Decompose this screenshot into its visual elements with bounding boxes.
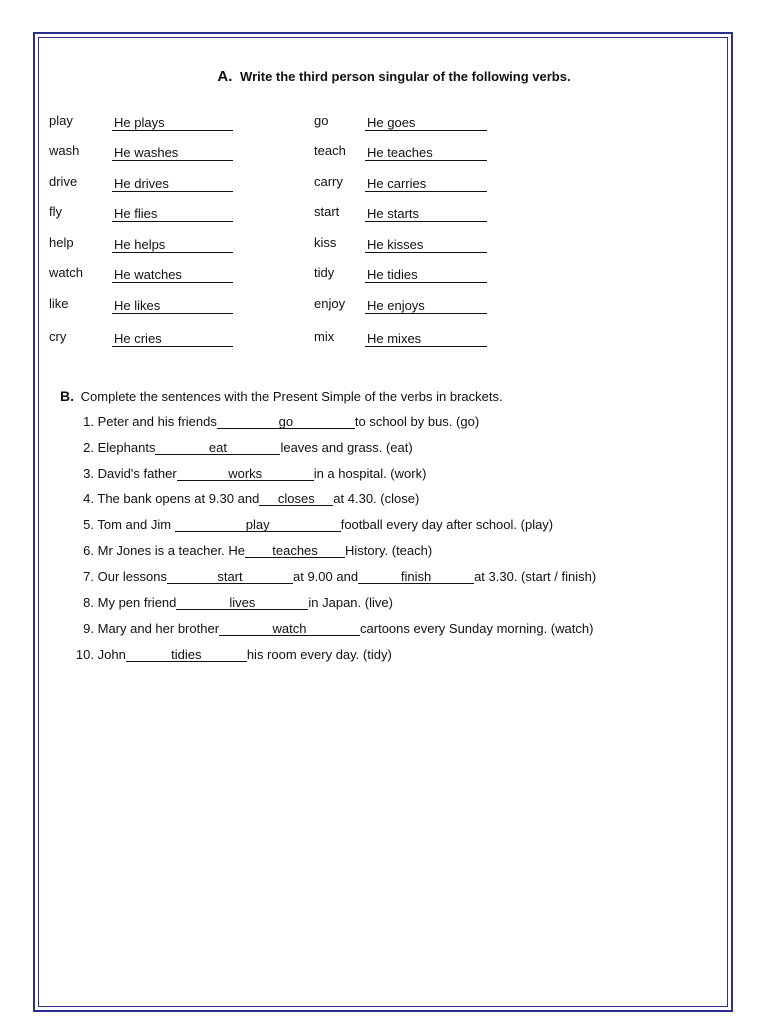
sentence-item [70,542,432,560]
verb-row [49,235,239,255]
verb-word: teach [314,143,346,158]
verb-word: watch [49,265,83,280]
section-b-letter: B. [60,388,74,404]
sentence-number: 8. [83,595,94,610]
verb-word: tidy [314,265,335,280]
sentence-text-mid: at 9.00 and [293,569,359,584]
verb-row [314,143,494,163]
section-a-letter: A. [217,68,233,85]
sentence-text-after: in a hospital. (work) [313,466,427,481]
sentence-item [70,594,393,612]
verb-row [49,174,239,194]
verb-row [314,329,494,349]
answer-blank: go [217,414,355,429]
verb-row [314,235,494,255]
section-a-title [0,68,768,85]
sentence-text-after: at 4.30. (close) [333,491,420,506]
sentence-text-before: Mr Jones is a teacher. He [97,543,246,558]
sentence-item [70,646,392,664]
verb-word: start [314,204,340,219]
verb-word: go [314,113,329,128]
verb-answer: He carries [365,176,487,192]
verb-answer: He teaches [365,145,487,161]
verb-answer: He helps [112,237,233,253]
sentence-text-after: leaves and grass. (eat) [280,440,413,455]
verb-word: help [49,235,74,250]
sentence-item [70,620,593,638]
verb-word: cry [49,329,67,344]
sentence-text-before: Tom and Jim [97,517,175,532]
answer-blank: eat [155,440,280,455]
sentence-text-before: Our lessons [97,569,167,584]
verb-answer: He mixes [365,331,487,347]
verb-answer: He enjoys [365,298,487,314]
verb-answer: He starts [365,206,487,222]
sentence-number: 5. [83,517,94,532]
verb-row [49,329,239,349]
sentence-text-after: History. (teach) [345,543,433,558]
sentence-text-before: David's father [97,466,177,481]
answer-blank: closes [259,491,333,506]
verb-row [314,174,494,194]
sentence-text-before: My pen friend [97,595,177,610]
answer-blank: teaches [245,543,345,558]
sentence-text-before: John [97,647,126,662]
verb-answer: He likes [112,298,233,314]
verb-answer: He watches [112,267,233,283]
verb-row [49,113,239,133]
sentence-number: 6. [83,543,94,558]
sentence-text-after: in Japan. (live) [308,595,393,610]
verb-word: mix [314,329,335,344]
verb-row [49,204,239,224]
sentence-text-before: Elephants [97,440,156,455]
verb-word: carry [314,174,343,189]
sentence-number: 10. [75,647,94,662]
answer-blank: works [177,466,314,481]
verb-row [49,143,239,163]
sentence-text-before: Mary and her brother [97,621,220,636]
answer-blank: play [175,517,341,532]
verb-word: wash [49,143,80,158]
section-a-instruction: Write the third person singular of the following verbs. [240,69,571,84]
verb-word: kiss [314,235,337,250]
sentence-number: 1. [83,414,94,429]
verb-word: enjoy [314,296,346,311]
answer-blank-2: finish [358,569,474,584]
verb-answer: He cries [112,331,233,347]
verb-answer: He washes [112,145,233,161]
sentence-item [70,516,553,534]
verb-row [314,265,494,285]
verb-row [314,296,494,316]
answer-blank: start [167,569,293,584]
verb-answer: He plays [112,115,233,131]
sentence-item [70,465,426,483]
answer-blank: watch [219,621,360,636]
verb-row [314,204,494,224]
sentence-text-before: The bank opens at 9.30 and [97,491,260,506]
sentence-item [70,568,596,586]
sentence-item [70,490,419,508]
verb-word: like [49,296,69,311]
verb-answer: He tidies [365,267,487,283]
sentence-text-after: at 3.30. (start / finish) [474,569,597,584]
sentence-item [70,439,413,457]
sentence-number: 2. [83,440,94,455]
answer-blank: lives [176,595,308,610]
section-b-instruction: Complete the sentences with the Present Simple of the verbs in brackets. [80,389,503,404]
verb-answer: He goes [365,115,487,131]
verb-row [314,113,494,133]
verb-word: fly [49,204,62,219]
sentence-number: 3. [83,466,94,481]
verb-row [49,296,239,316]
verb-answer: He kisses [365,237,487,253]
verb-row [49,265,239,285]
answer-blank: tidies [126,647,247,662]
sentence-number: 4. [83,491,94,506]
sentence-text-after: to school by bus. (go) [354,414,480,429]
sentence-text-after: cartoons every Sunday morning. (watch) [360,621,594,636]
sentence-number: 7. [83,569,94,584]
section-b-title [60,388,503,404]
sentence-text-before: Peter and his friends [97,414,217,429]
sentence-text-after: his room every day. (tidy) [246,647,392,662]
sentence-number: 9. [83,621,94,636]
sentence-item [70,413,479,431]
verb-answer: He flies [112,206,233,222]
verb-answer: He drives [112,176,233,192]
verb-word: drive [49,174,78,189]
verb-word: play [49,113,73,128]
sentence-text-after: football every day after school. (play) [340,517,554,532]
